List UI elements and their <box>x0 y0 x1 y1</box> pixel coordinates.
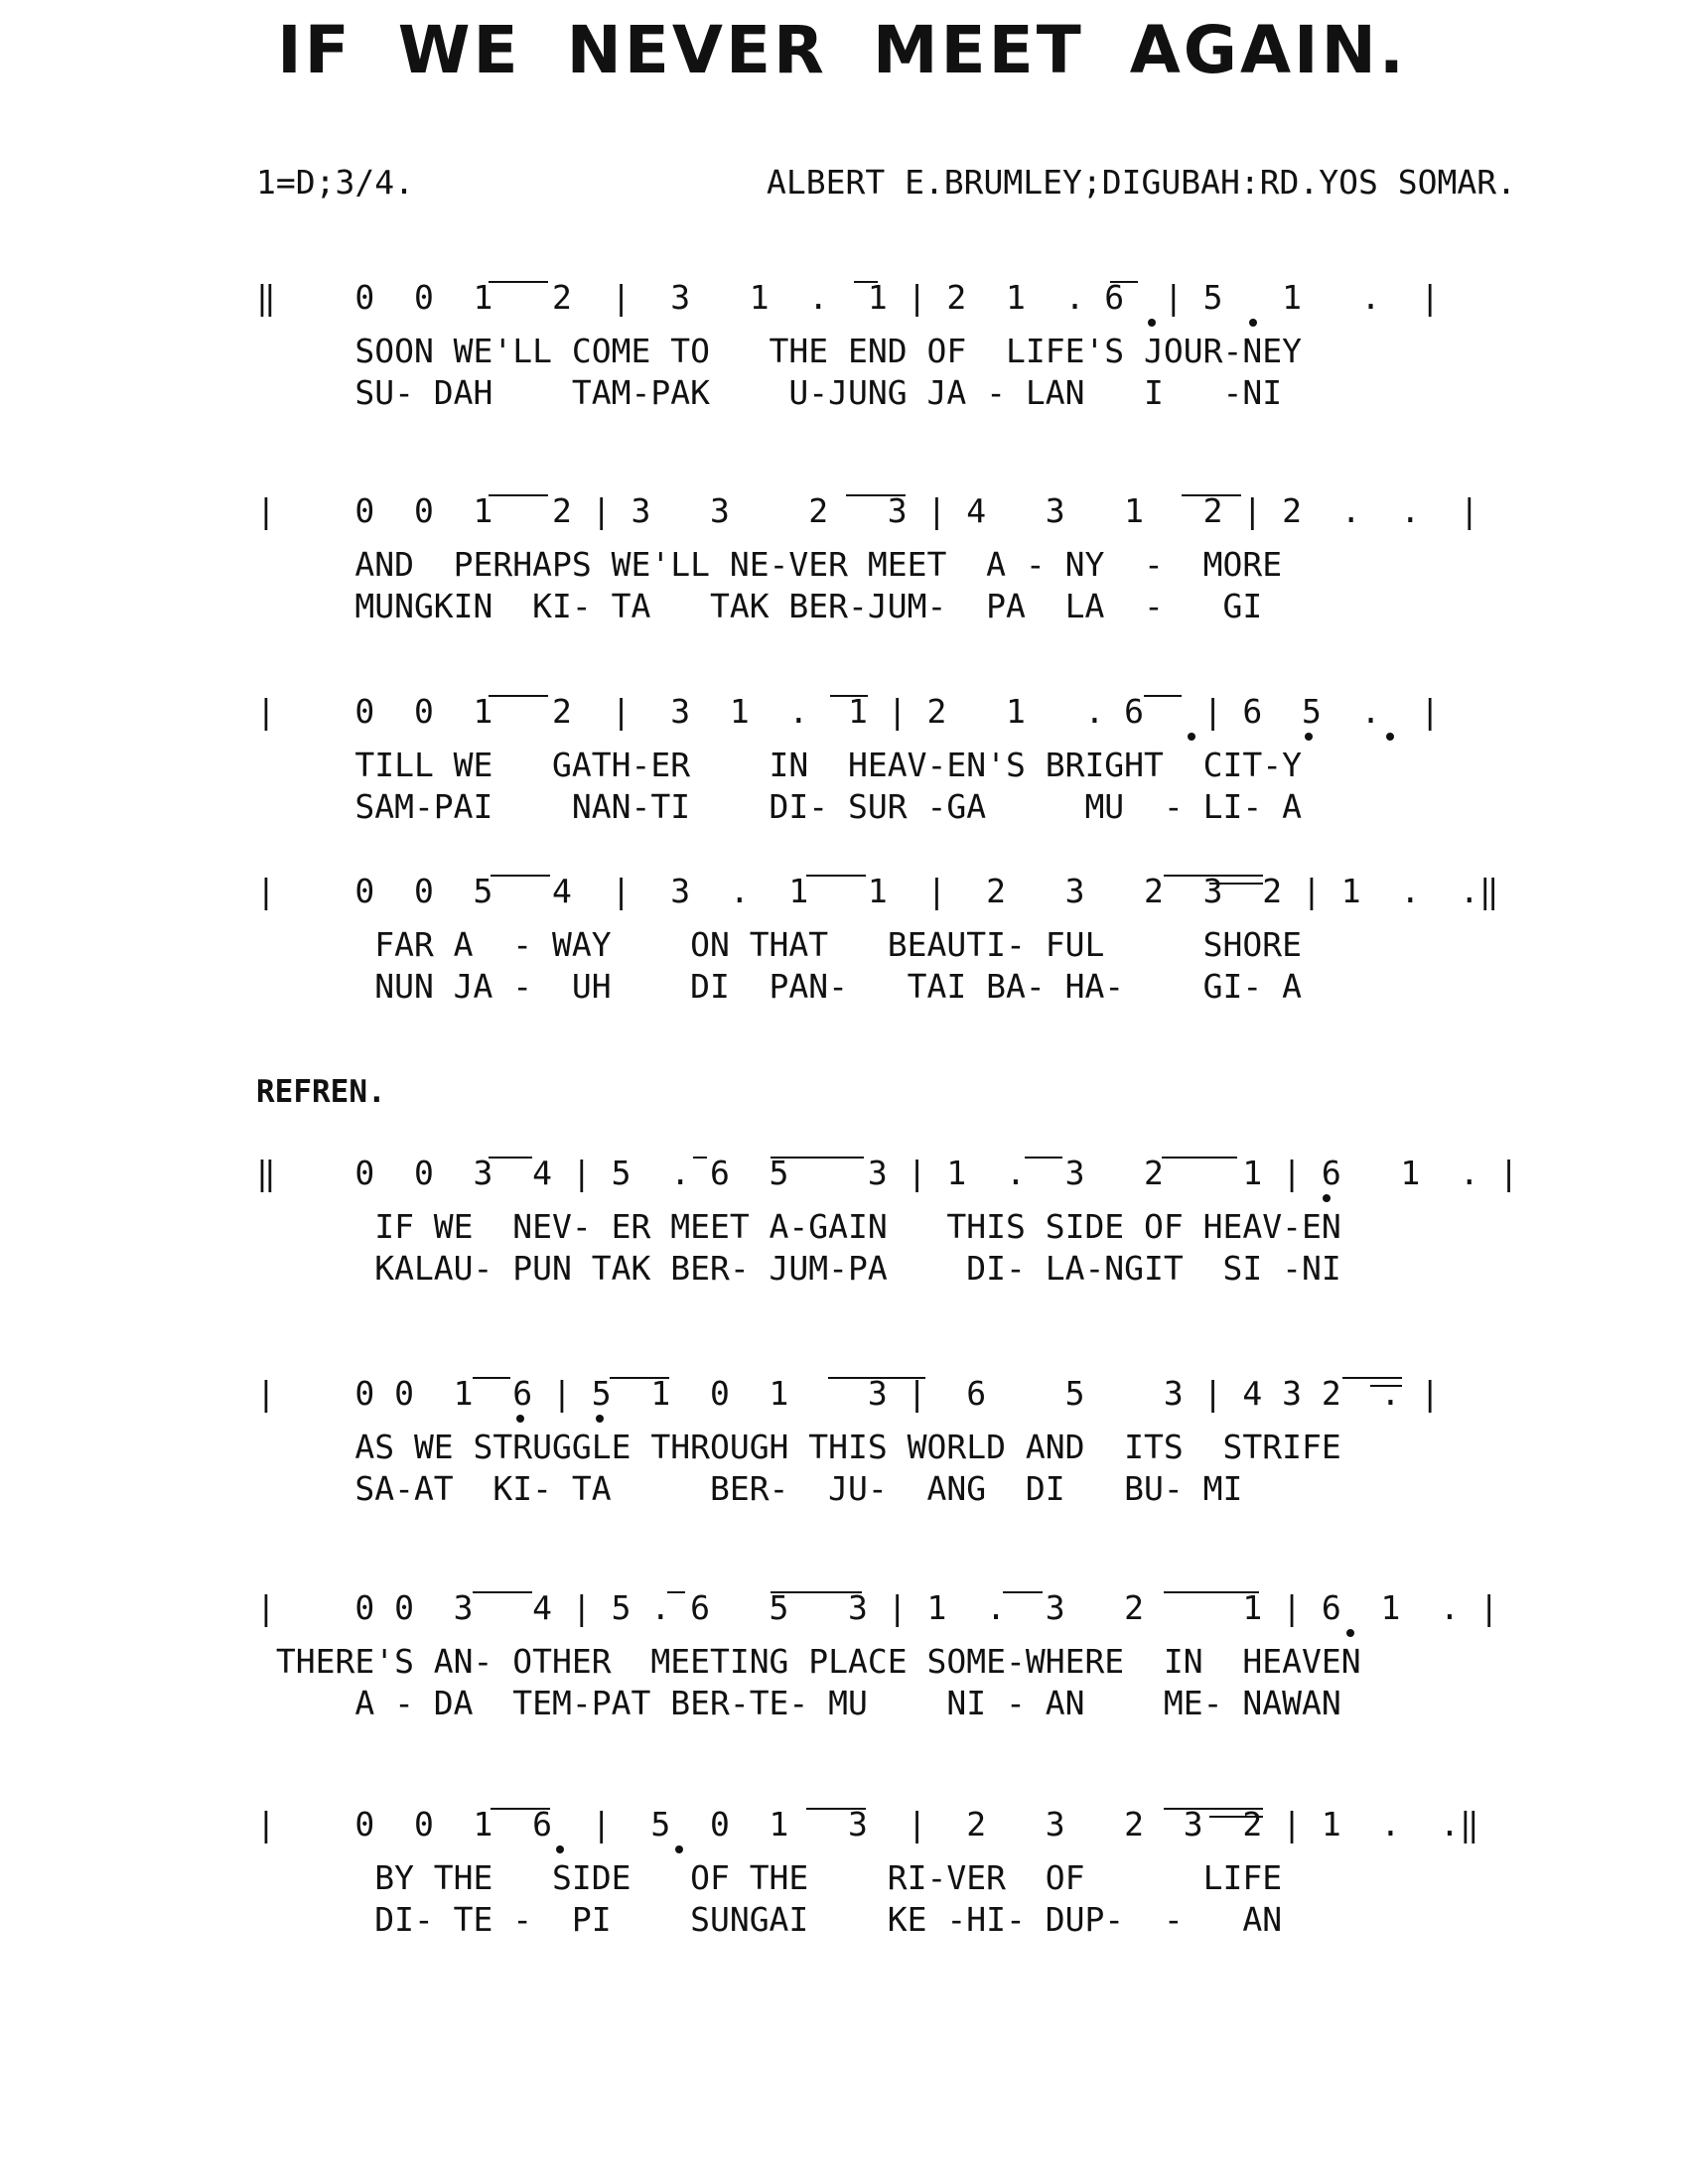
notation-system <box>0 1588 1684 1752</box>
lyrics-english: BY THE SIDE OF THE RI-VER OF LIFE <box>256 1858 1283 1897</box>
lyrics-english: IF WE NEV- ER MEET A-GAIN THIS SIDE OF HEAV-EN <box>256 1207 1341 1246</box>
notation-system <box>0 1374 1684 1538</box>
lyrics-english: AND PERHAPS WE'LL NE-VER MEET A - NY - MORE <box>256 545 1283 584</box>
notation-system <box>0 1805 1684 1969</box>
lyrics-indonesian: SAM-PAI NAN-TI DI- SUR -GA MU - LI- A <box>256 787 1302 826</box>
notation-system <box>0 278 1684 442</box>
key-signature: 1=D;3/4. <box>256 163 414 202</box>
notes-line: | 0 0 1 6 | 5 0 1 3 | 2 3 2 3 2 | 1 . .‖ <box>256 1805 1479 1843</box>
lyrics-indonesian: MUNGKIN KI- TA TAK BER-JUM- PA LA - GI <box>256 587 1263 625</box>
notes-line: | 0 0 5 4 | 3 . 1 1 | 2 3 2 3 2 | 1 . .‖ <box>256 872 1499 910</box>
notation-system <box>0 692 1684 856</box>
lyrics-indonesian: SU- DAH TAM-PAK U-JUNG JA - LAN I -NI <box>256 373 1283 412</box>
notes-line: | 0 0 1 2 | 3 1 . 1 | 2 1 . 6 | 6 5 . | <box>256 692 1441 731</box>
lyrics-indonesian: A - DA TEM-PAT BER-TE- MU NI - AN ME- NAWAN <box>256 1684 1341 1722</box>
notation-system <box>0 491 1684 655</box>
notes-line: | 0 0 3 4 | 5 . 6 5 3 | 1 . 3 2 1 | 6 1 . | <box>256 1588 1499 1627</box>
notes-line: | 0 0 1 6 | 5 1 0 1 3 | 6 5 3 | 4 3 2 . | <box>256 1374 1441 1413</box>
lyrics-english: AS WE STRUGGLE THROUGH THIS WORLD AND ITS STRIFE <box>256 1428 1341 1466</box>
lyrics-english: FAR A - WAY ON THAT BEAUTI- FUL SHORE <box>256 925 1302 964</box>
lyrics-indonesian: NUN JA - UH DI PAN- TAI BA- HA- GI- A <box>256 967 1302 1006</box>
lyrics-indonesian: DI- TE - PI SUNGAI KE -HI- DUP- - AN <box>256 1900 1283 1939</box>
notes-line: ‖ 0 0 1 2 | 3 1 . 1 | 2 1 . 6 | 5 1 . | <box>256 278 1441 317</box>
song-title: IF WE NEVER MEET AGAIN. <box>277 12 1407 88</box>
notation-system <box>0 872 1684 1035</box>
lyrics-indonesian: KALAU- PUN TAK BER- JUM-PA DI- LA-NGIT SI -NI <box>256 1249 1341 1288</box>
lyrics-english: TILL WE GATH-ER IN HEAV-EN'S BRIGHT CIT-Y <box>256 746 1302 784</box>
refrain-label: REFREN. <box>256 1074 386 1110</box>
composer-credit: ALBERT E.BRUMLEY;DIGUBAH:RD.YOS SOMAR. <box>767 163 1516 202</box>
lyrics-english: SOON WE'LL COME TO THE END OF LIFE'S JOUR-NEY <box>256 332 1302 370</box>
lyrics-indonesian: SA-AT KI- TA BER- JU- ANG DI BU- MI <box>256 1469 1243 1508</box>
lyrics-english: THERE'S AN- OTHER MEETING PLACE SOME-WHERE IN HEAVEN <box>256 1642 1361 1681</box>
notation-system <box>0 1154 1684 1317</box>
notes-line: | 0 0 1 2 | 3 3 2 3 | 4 3 1 2 | 2 . . | <box>256 491 1479 530</box>
notes-line: ‖ 0 0 3 4 | 5 . 6 5 3 | 1 . 3 2 1 | 6 1 . | <box>256 1154 1519 1192</box>
